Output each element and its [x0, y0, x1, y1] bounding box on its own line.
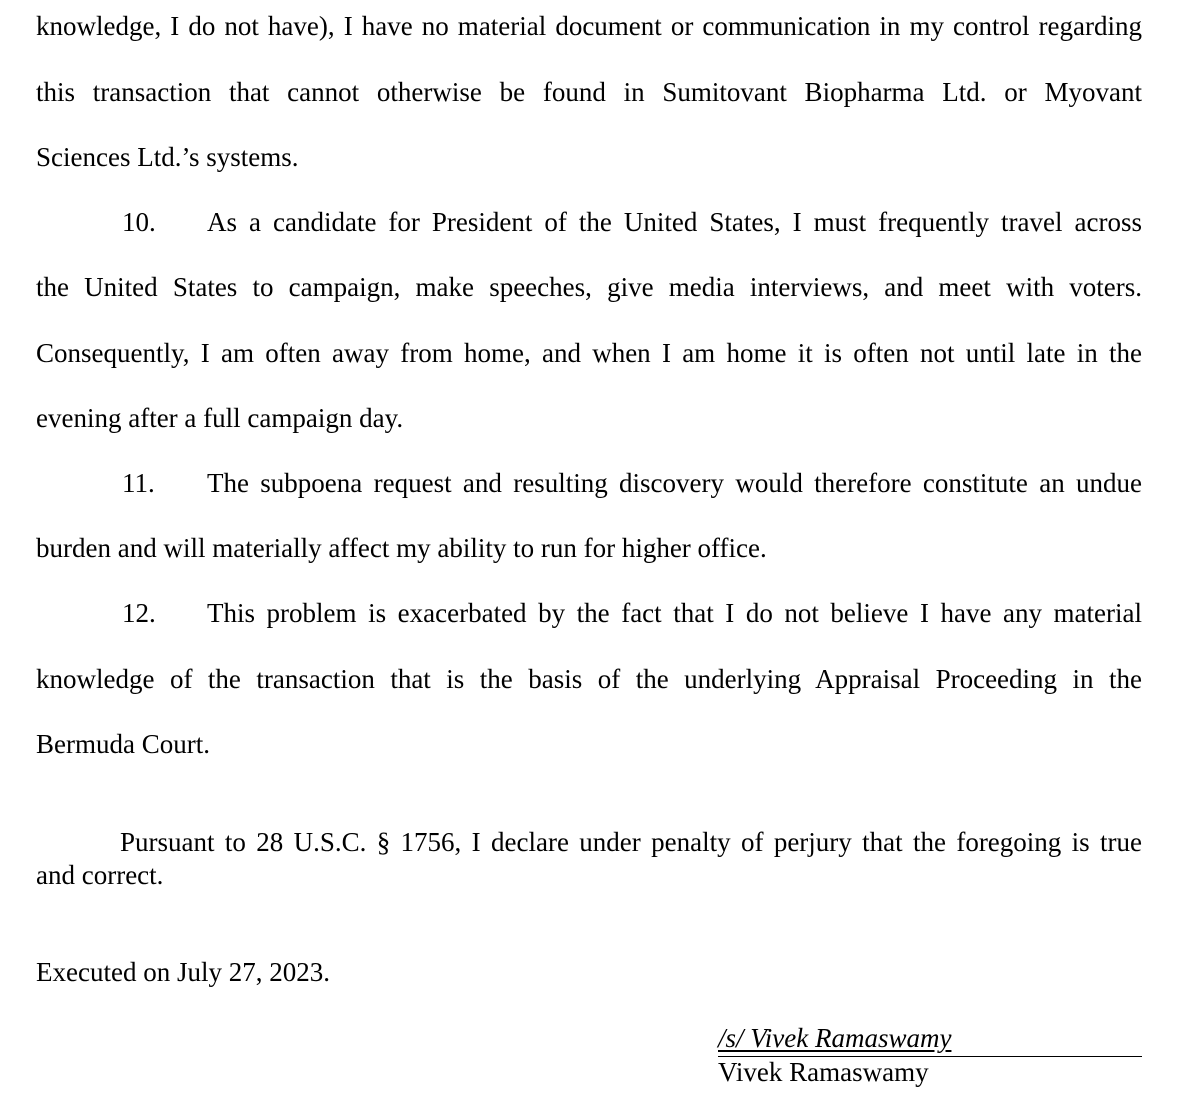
paragraph-10	[36, 206, 1142, 238]
declaration-line: Pursuant to 28 U.S.C. § 1756, I declare under penalty of perjury that the foregoing is true	[120, 827, 1142, 857]
text-line: the United States to campaign, make speeches, give media interviews, and meet with voters.	[36, 272, 1142, 302]
printed-name: Vivek Ramaswamy	[718, 1057, 929, 1087]
paragraph-number: 11.	[122, 468, 155, 498]
text-line: Sciences Ltd.’s systems.	[36, 142, 299, 172]
electronic-signature: /s/ Vivek Ramaswamy	[718, 1023, 952, 1053]
paragraph-12	[36, 597, 1142, 629]
paragraph-first-line: The subpoena request and resulting discovery would therefore constitute an undue	[207, 468, 1142, 498]
paragraph-first-line: As a candidate for President of the United States, I must frequently travel across	[207, 207, 1142, 237]
text-line: knowledge, I do not have), I have no material document or communication in my control regarding	[36, 11, 1142, 41]
executed-date: Executed on July 27, 2023.	[36, 957, 330, 987]
paragraph-number: 10.	[122, 207, 156, 237]
text-line: Bermuda Court.	[36, 729, 210, 759]
paragraph-11	[36, 467, 1142, 499]
paragraph-number: 12.	[122, 598, 156, 628]
declaration-line: and correct.	[36, 860, 164, 890]
text-line: burden and will materially affect my ability to run for higher office.	[36, 533, 767, 563]
text-line: knowledge of the transaction that is the basis of the underlying Appraisal Proceeding in the	[36, 664, 1142, 694]
text-line: this transaction that cannot otherwise be found in Sumitovant Biopharma Ltd. or Myovant	[36, 77, 1142, 107]
text-line: Consequently, I am often away from home, and when I am home it is often not until late in the	[36, 338, 1142, 368]
text-line: evening after a full campaign day.	[36, 403, 404, 433]
paragraph-first-line: This problem is exacerbated by the fact that I do not believe I have any material	[207, 598, 1142, 628]
